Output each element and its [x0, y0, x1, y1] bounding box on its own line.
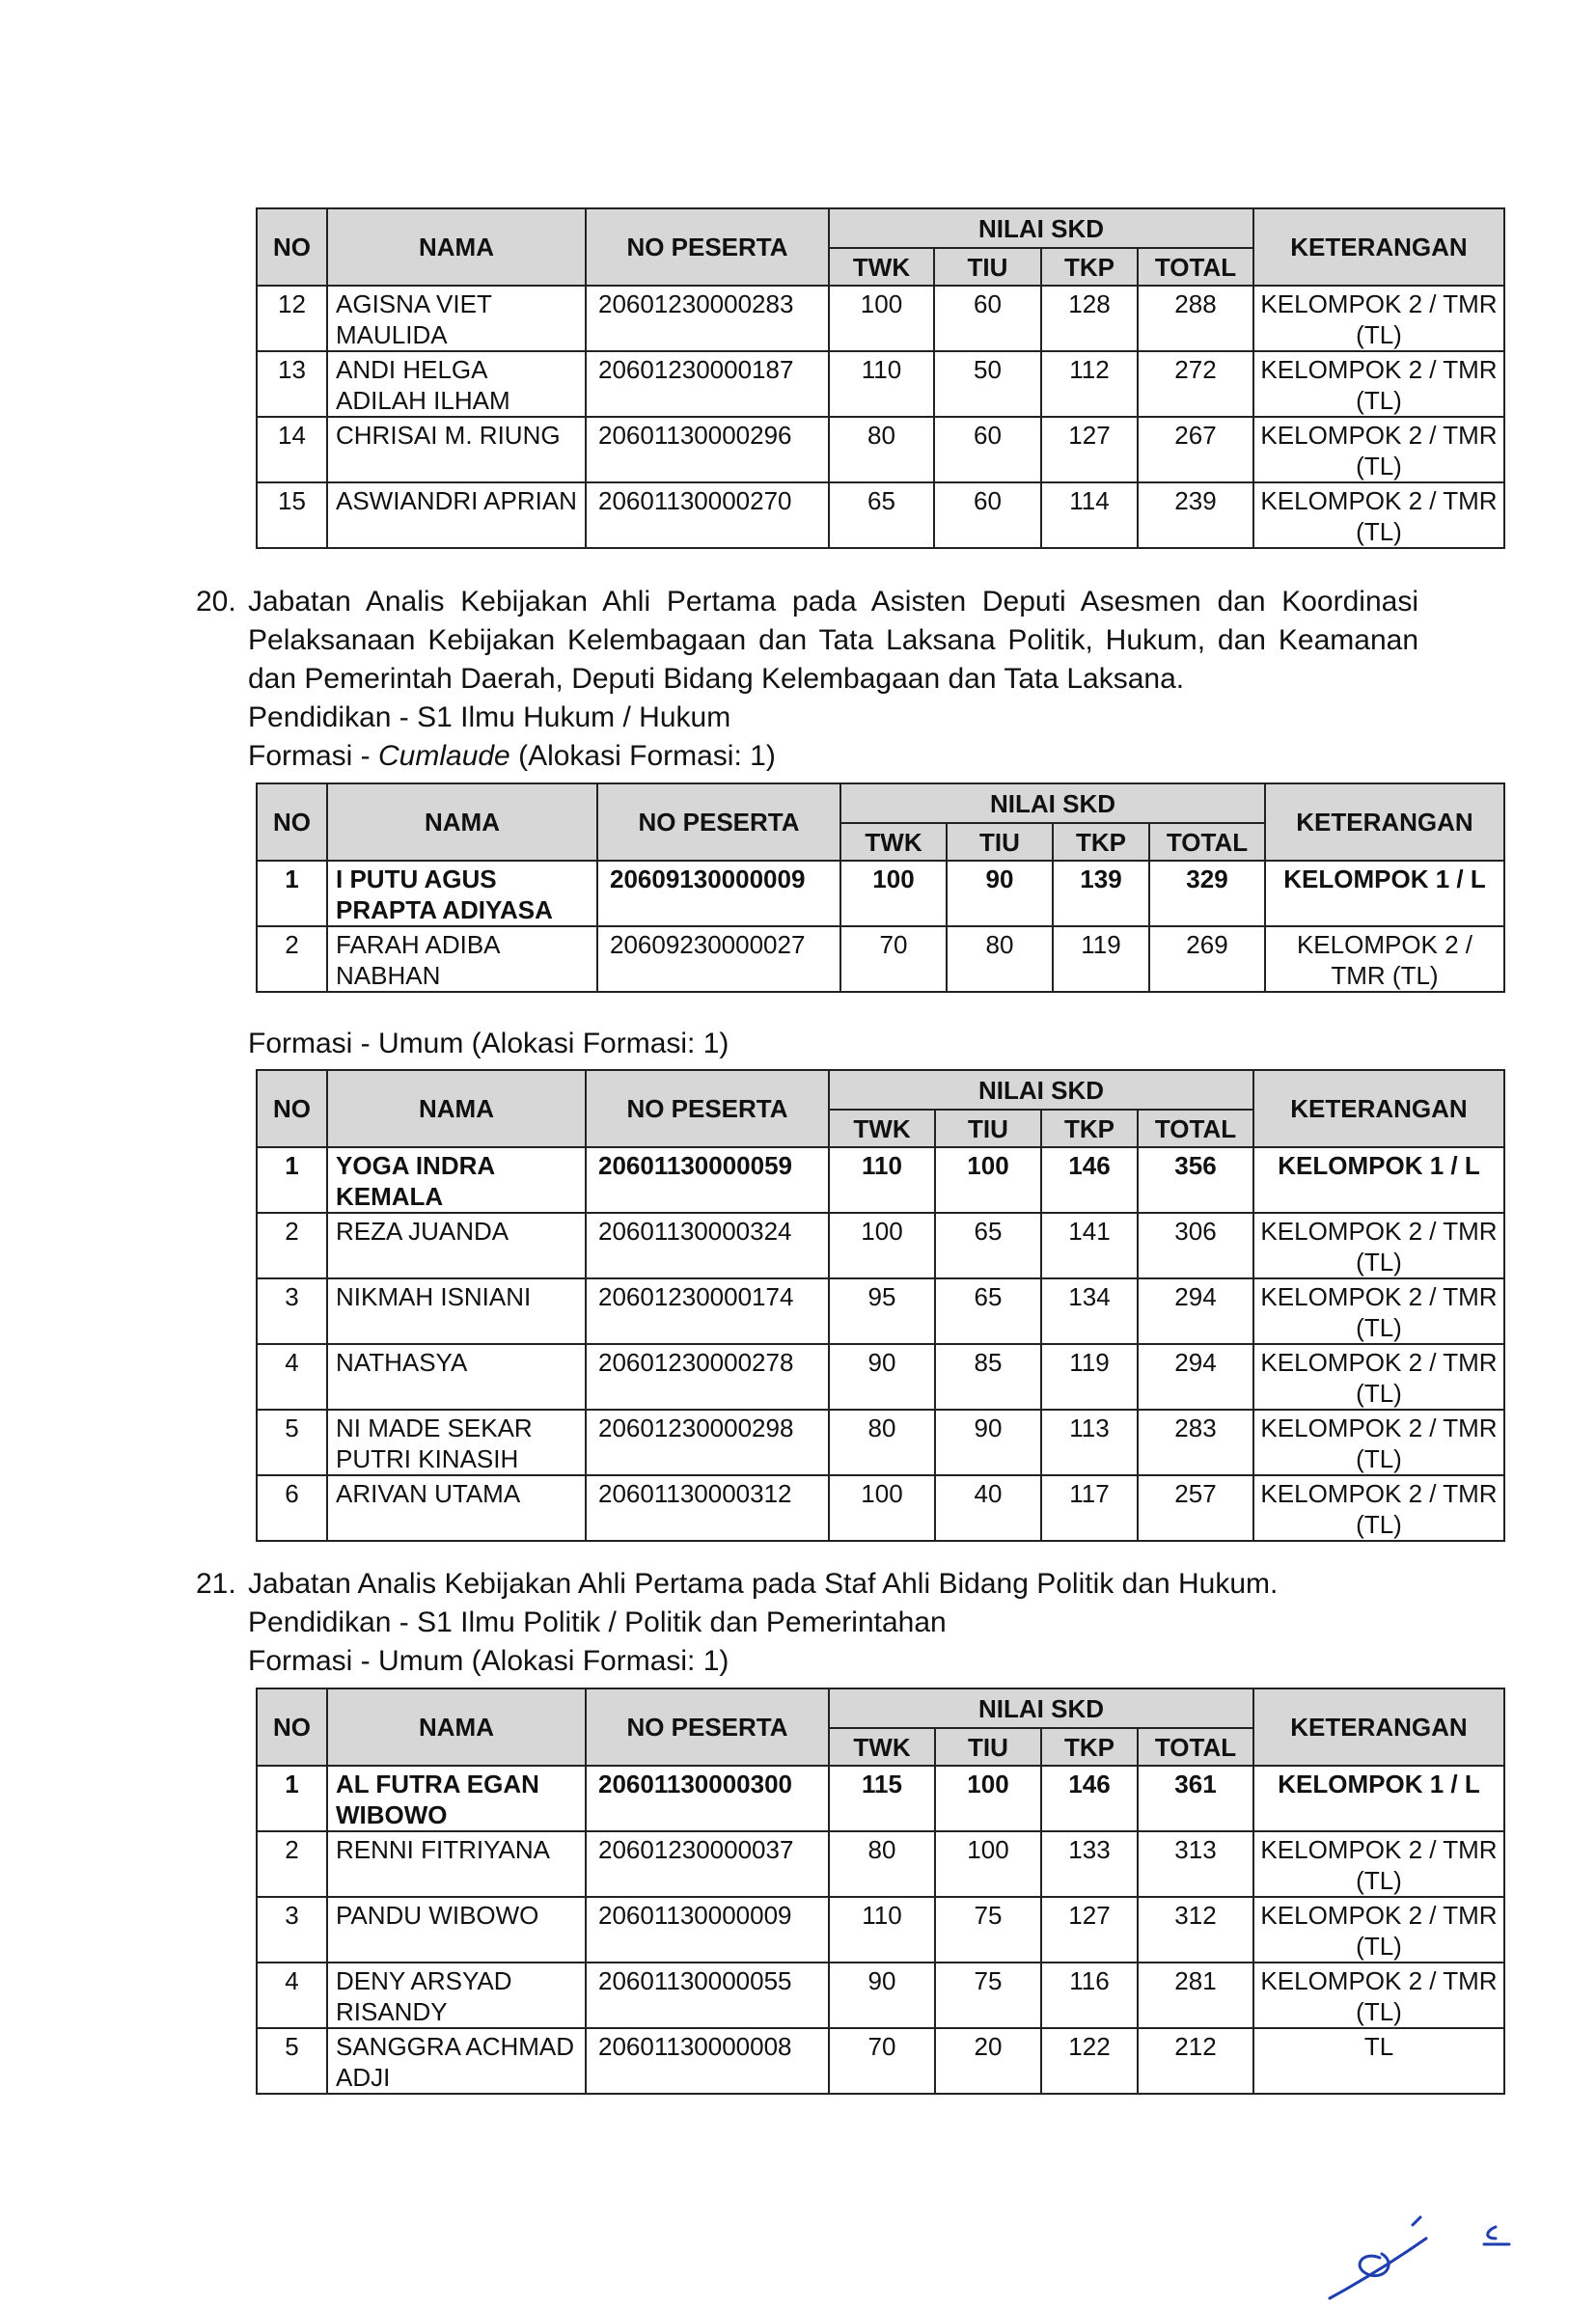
formasi-type: Cumlaude [378, 740, 510, 772]
row-no: 2 [257, 926, 327, 992]
row-nama: NI MADE SEKAR PUTRI KINASIH [327, 1410, 586, 1475]
col-no: NO [257, 1070, 327, 1147]
row-nama: ANDI HELGA ADILAH ILHAM [327, 351, 586, 417]
table-row [257, 926, 1504, 992]
row-tkp: 127 [1041, 417, 1138, 482]
row-nama: PANDU WIBOWO [327, 1897, 586, 1963]
row-nama: AGISNA VIET MAULIDA [327, 286, 586, 351]
table-row [257, 1147, 1504, 1213]
col-tiu: TIU [935, 1110, 1041, 1147]
row-nama: REZA JUANDA [327, 1213, 586, 1278]
row-total: 239 [1138, 482, 1253, 548]
row-no: 4 [257, 1963, 327, 2028]
row-tiu: 20 [935, 2028, 1041, 2094]
row-total: 329 [1149, 861, 1265, 926]
row-no: 5 [257, 2028, 327, 2094]
row-tkp: 113 [1041, 1410, 1138, 1475]
col-nama: NAMA [327, 208, 586, 286]
row-twk: 95 [829, 1278, 935, 1344]
table-row [257, 1344, 1504, 1410]
row-nama: RENNI FITRIYANA [327, 1831, 586, 1897]
row-keterangan: KELOMPOK 2 / TMR (TL) [1253, 1963, 1504, 2028]
row-nama: AL FUTRA EGAN WIBOWO [327, 1766, 586, 1831]
col-nama: NAMA [327, 783, 597, 861]
row-tkp: 146 [1041, 1147, 1138, 1213]
row-no-peserta: 20601230000187 [586, 351, 829, 417]
row-no-peserta: 20601130000270 [586, 482, 829, 548]
row-no: 6 [257, 1475, 327, 1541]
col-tiu: TIU [935, 1728, 1041, 1766]
col-total: TOTAL [1149, 823, 1265, 861]
formasi-suffix: (Alokasi Formasi: 1) [509, 740, 776, 772]
row-nama: CHRISAI M. RIUNG [327, 417, 586, 482]
table-formasi-umum-20 [256, 1069, 1505, 1542]
row-total: 356 [1138, 1147, 1253, 1213]
row-twk: 100 [829, 286, 934, 351]
table-row [257, 286, 1504, 351]
row-tkp: 117 [1041, 1475, 1138, 1541]
row-tkp: 141 [1041, 1213, 1138, 1278]
col-keterangan: KETERANGAN [1265, 783, 1504, 861]
formasi-prefix: Formasi - [248, 740, 378, 772]
row-no-peserta: 20609230000027 [597, 926, 840, 992]
row-no-peserta: 20601230000298 [586, 1410, 829, 1475]
row-no: 5 [257, 1410, 327, 1475]
table-row [257, 351, 1504, 417]
col-nama: NAMA [327, 1070, 586, 1147]
row-no: 1 [257, 861, 327, 926]
col-no: NO [257, 208, 327, 286]
pendidikan-text: Pendidikan - S1 Ilmu Politik / Politik dan Pemerintahan [248, 1606, 947, 1638]
section-title-line: Pelaksanaan Kebijakan Kelembagaan dan Tata Laksana Politik, Hukum, dan Keamanan [248, 624, 1418, 656]
row-tiu: 100 [935, 1831, 1041, 1897]
table-row [257, 1213, 1504, 1278]
row-keterangan: KELOMPOK 2 / TMR (TL) [1253, 1213, 1504, 1278]
row-tiu: 100 [935, 1766, 1041, 1831]
row-nama: ASWIANDRI APRIAN [327, 482, 586, 548]
section-title-line: Jabatan Analis Kebijakan Ahli Pertama pada Staf Ahli Bidang Politik dan Hukum. [248, 1568, 1279, 1600]
table-row [257, 1475, 1504, 1541]
col-tiu: TIU [947, 823, 1053, 861]
row-no-peserta: 20601130000008 [586, 2028, 829, 2094]
row-total: 212 [1138, 2028, 1253, 2094]
row-twk: 90 [829, 1344, 935, 1410]
row-no: 1 [257, 1147, 327, 1213]
table-formasi-cumlaude [256, 782, 1505, 993]
section-title-line: Jabatan Analis Kebijakan Ahli Pertama pada Asisten Deputi Asesmen dan Koordinasi [248, 586, 1418, 618]
row-tkp: 114 [1041, 482, 1138, 548]
row-no-peserta: 20601130000324 [586, 1213, 829, 1278]
col-nama: NAMA [327, 1688, 586, 1766]
row-total: 312 [1138, 1897, 1253, 1963]
col-total: TOTAL [1138, 1110, 1253, 1147]
row-nama: ARIVAN UTAMA [327, 1475, 586, 1541]
row-no: 3 [257, 1897, 327, 1963]
row-no-peserta: 20601130000312 [586, 1475, 829, 1541]
table-row [257, 2028, 1504, 2094]
table-row [257, 1897, 1504, 1963]
row-no-peserta: 20609130000009 [597, 861, 840, 926]
row-total: 361 [1138, 1766, 1253, 1831]
row-total: 267 [1138, 417, 1253, 482]
row-tiu: 75 [935, 1963, 1041, 2028]
col-no-peserta: NO PESERTA [586, 208, 829, 286]
row-total: 288 [1138, 286, 1253, 351]
row-nama: FARAH ADIBA NABHAN [327, 926, 597, 992]
row-total: 283 [1138, 1410, 1253, 1475]
row-twk: 80 [829, 1410, 935, 1475]
row-tiu: 40 [935, 1475, 1041, 1541]
row-keterangan: KELOMPOK 2 / TMR (TL) [1253, 286, 1504, 351]
row-tiu: 65 [935, 1278, 1041, 1344]
row-keterangan: KELOMPOK 1 / L [1265, 861, 1504, 926]
col-total: TOTAL [1138, 1728, 1253, 1766]
row-keterangan: KELOMPOK 2 / TMR (TL) [1253, 351, 1504, 417]
row-tkp: 128 [1041, 286, 1138, 351]
table-row [257, 1410, 1504, 1475]
formasi-cumlaude [248, 737, 776, 776]
row-keterangan: KELOMPOK 2 / TMR (TL) [1253, 1831, 1504, 1897]
formasi-umum: Formasi - Umum (Alokasi Formasi: 1) [248, 1028, 729, 1059]
table-formasi-umum-21 [256, 1688, 1505, 2095]
col-tkp: TKP [1041, 1728, 1138, 1766]
row-twk: 115 [829, 1766, 935, 1831]
table-row [257, 1278, 1504, 1344]
row-no: 2 [257, 1213, 327, 1278]
row-tiu: 80 [947, 926, 1053, 992]
row-total: 306 [1138, 1213, 1253, 1278]
row-tkp: 119 [1041, 1344, 1138, 1410]
row-no: 2 [257, 1831, 327, 1897]
row-keterangan: KELOMPOK 2 / TMR (TL) [1253, 1475, 1504, 1541]
row-tkp: 119 [1053, 926, 1149, 992]
row-nama: NATHASYA [327, 1344, 586, 1410]
col-tiu: TIU [934, 248, 1041, 286]
row-nama: SANGGRA ACHMAD ADJI [327, 2028, 586, 2094]
col-total: TOTAL [1138, 248, 1253, 286]
row-keterangan: KELOMPOK 2 / TMR (TL) [1253, 1344, 1504, 1410]
row-twk: 110 [829, 1897, 935, 1963]
row-no: 4 [257, 1344, 327, 1410]
row-no-peserta: 20601230000283 [586, 286, 829, 351]
section-title-line: dan Pemerintah Daerah, Deputi Bidang Kelembagaan dan Tata Laksana. [248, 663, 1185, 695]
row-no: 14 [257, 417, 327, 482]
row-tkp: 122 [1041, 2028, 1138, 2094]
col-tkp: TKP [1053, 823, 1149, 861]
row-total: 313 [1138, 1831, 1253, 1897]
row-keterangan: KELOMPOK 2 / TMR (TL) [1253, 1897, 1504, 1963]
row-twk: 100 [840, 861, 947, 926]
col-no: NO [257, 783, 327, 861]
row-total: 257 [1138, 1475, 1253, 1541]
row-twk: 65 [829, 482, 934, 548]
col-no-peserta: NO PESERTA [586, 1070, 829, 1147]
row-tiu: 75 [935, 1897, 1041, 1963]
row-tiu: 85 [935, 1344, 1041, 1410]
row-total: 294 [1138, 1278, 1253, 1344]
formasi-umum: Formasi - Umum (Alokasi Formasi: 1) [248, 1645, 729, 1677]
row-no-peserta: 20601230000037 [586, 1831, 829, 1897]
row-no: 1 [257, 1766, 327, 1831]
row-keterangan: KELOMPOK 2 / TMR (TL) [1253, 1278, 1504, 1344]
row-nama: I PUTU AGUS PRAPTA ADIYASA [327, 861, 597, 926]
row-tkp: 112 [1041, 351, 1138, 417]
col-tkp: TKP [1041, 248, 1138, 286]
table-row [257, 482, 1504, 548]
row-no-peserta: 20601230000278 [586, 1344, 829, 1410]
table-row [257, 1766, 1504, 1831]
row-twk: 70 [829, 2028, 935, 2094]
row-keterangan: KELOMPOK 1 / L [1253, 1147, 1504, 1213]
col-twk: TWK [829, 248, 934, 286]
row-total: 281 [1138, 1963, 1253, 2028]
row-tiu: 90 [947, 861, 1053, 926]
col-nilai-skd: NILAI SKD [829, 208, 1253, 248]
row-keterangan: KELOMPOK 2 / TMR (TL) [1253, 1410, 1504, 1475]
row-no-peserta: 20601130000300 [586, 1766, 829, 1831]
row-tkp: 127 [1041, 1897, 1138, 1963]
row-twk: 110 [829, 1147, 935, 1213]
row-tkp: 133 [1041, 1831, 1138, 1897]
row-tkp: 139 [1053, 861, 1149, 926]
signature-initials [1312, 2200, 1534, 2306]
row-keterangan: TL [1253, 2028, 1504, 2094]
row-tiu: 65 [935, 1213, 1041, 1278]
row-twk: 100 [829, 1475, 935, 1541]
row-total: 269 [1149, 926, 1265, 992]
row-tkp: 146 [1041, 1766, 1138, 1831]
row-keterangan: KELOMPOK 2 / TMR (TL) [1253, 417, 1504, 482]
table-row [257, 417, 1504, 482]
row-no-peserta: 20601130000009 [586, 1897, 829, 1963]
row-tkp: 116 [1041, 1963, 1138, 2028]
col-twk: TWK [840, 823, 947, 861]
col-keterangan: KETERANGAN [1253, 208, 1504, 286]
col-twk: TWK [829, 1728, 935, 1766]
row-tiu: 60 [934, 286, 1041, 351]
col-no-peserta: NO PESERTA [586, 1688, 829, 1766]
row-tiu: 60 [934, 482, 1041, 548]
col-no: NO [257, 1688, 327, 1766]
col-keterangan: KETERANGAN [1253, 1070, 1504, 1147]
row-nama: DENY ARSYAD RISANDY [327, 1963, 586, 2028]
row-no: 3 [257, 1278, 327, 1344]
table-continuation [256, 207, 1505, 549]
col-nilai-skd: NILAI SKD [829, 1070, 1253, 1110]
row-twk: 80 [829, 417, 934, 482]
row-nama: YOGA INDRA KEMALA [327, 1147, 586, 1213]
table-row [257, 1831, 1504, 1897]
row-twk: 90 [829, 1963, 935, 2028]
row-keterangan: KELOMPOK 1 / L [1253, 1766, 1504, 1831]
row-keterangan: KELOMPOK 2 / TMR (TL) [1265, 926, 1504, 992]
row-twk: 80 [829, 1831, 935, 1897]
row-total: 294 [1138, 1344, 1253, 1410]
row-no: 12 [257, 286, 327, 351]
row-no-peserta: 20601130000055 [586, 1963, 829, 2028]
row-keterangan: KELOMPOK 2 / TMR (TL) [1253, 482, 1504, 548]
row-tiu: 60 [934, 417, 1041, 482]
col-keterangan: KETERANGAN [1253, 1688, 1504, 1766]
row-twk: 110 [829, 351, 934, 417]
row-tiu: 100 [935, 1147, 1041, 1213]
row-no-peserta: 20601130000296 [586, 417, 829, 482]
row-nama: NIKMAH ISNIANI [327, 1278, 586, 1344]
row-twk: 70 [840, 926, 947, 992]
section-number: 21. [196, 1568, 236, 1600]
row-no-peserta: 20601230000174 [586, 1278, 829, 1344]
pendidikan-text: Pendidikan - S1 Ilmu Hukum / Hukum [248, 701, 731, 733]
row-tiu: 90 [935, 1410, 1041, 1475]
row-twk: 100 [829, 1213, 935, 1278]
col-no-peserta: NO PESERTA [597, 783, 840, 861]
row-tkp: 134 [1041, 1278, 1138, 1344]
col-twk: TWK [829, 1110, 935, 1147]
table-row [257, 1963, 1504, 2028]
row-no: 13 [257, 351, 327, 417]
col-nilai-skd: NILAI SKD [829, 1688, 1253, 1728]
section-number: 20. [196, 586, 236, 618]
col-tkp: TKP [1041, 1110, 1138, 1147]
row-tiu: 50 [934, 351, 1041, 417]
table-row [257, 861, 1504, 926]
row-no-peserta: 20601130000059 [586, 1147, 829, 1213]
col-nilai-skd: NILAI SKD [840, 783, 1265, 823]
row-no: 15 [257, 482, 327, 548]
row-total: 272 [1138, 351, 1253, 417]
